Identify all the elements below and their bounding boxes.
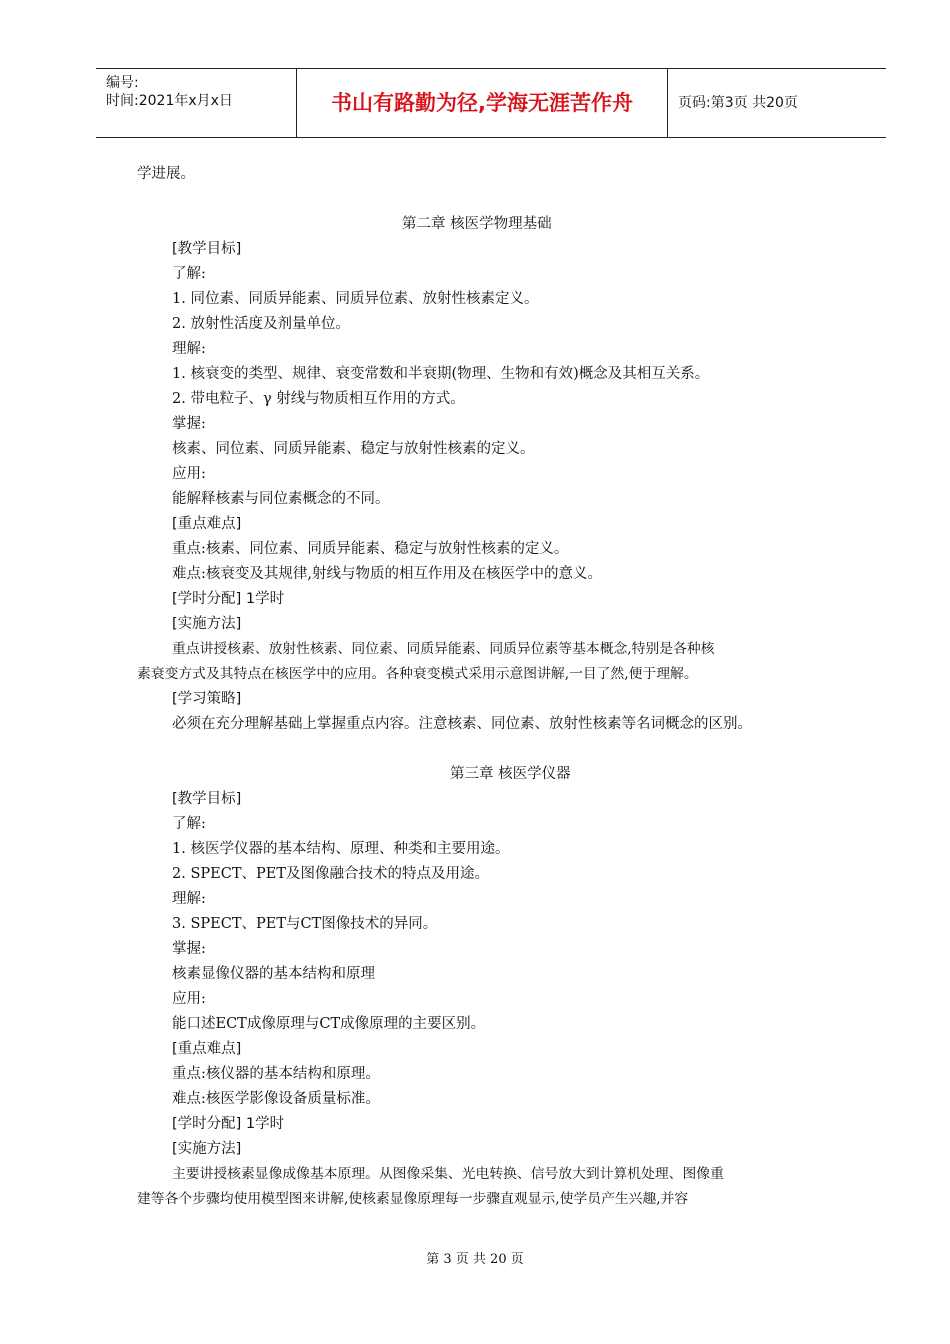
section-heading: [重点难点]	[172, 1041, 242, 1057]
page-number-footer: 第 3 页 共 20 页	[426, 1252, 524, 1267]
body-text-line: 重点讲授核素、放射性核素、同位素、同质异能素、同质异位素等基本概念,特别是各种核	[172, 641, 715, 657]
section-heading: [学习策略]	[172, 691, 242, 707]
body-text-line: 核素显像仪器的基本结构和原理	[172, 966, 375, 982]
header-page-info: 页码:第3页 共20页	[678, 95, 798, 111]
body-text-line: 核素、同位素、同质异能素、稳定与放射性核素的定义。	[172, 441, 535, 457]
subsection-label: 应用:	[172, 991, 206, 1007]
section-heading: [教学目标]	[172, 791, 242, 807]
body-text-line: 难点:核衰变及其规律,射线与物质的相互作用及在核医学中的意义。	[172, 566, 602, 582]
list-item: 1. 核衰变的类型、规律、衰变常数和半衰期(物理、生物和有效)概念及其相互关系。	[172, 366, 710, 382]
section-heading: [实施方法]	[172, 616, 242, 632]
list-item: 2. SPECT、PET及图像融合技术的特点及用途。	[172, 866, 489, 882]
subsection-label: 了解:	[172, 266, 206, 282]
chapter-heading: 第三章 核医学仪器	[450, 766, 571, 782]
subsection-label: 了解:	[172, 816, 206, 832]
body-text-line: 能解释核素与同位素概念的不同。	[172, 491, 390, 507]
section-heading: [重点难点]	[172, 516, 242, 532]
subsection-label: 掌握:	[172, 416, 206, 432]
body-text-line: 主要讲授核素显像成像基本原理。从图像采集、光电转换、信号放大到计算机处理、图像重	[172, 1166, 724, 1182]
body-text-line: 建等各个步骤均使用模型图来讲解,使核素显像原理每一步骤直观显示,使学员产生兴趣,并容	[137, 1191, 689, 1207]
list-item: 2. 放射性活度及剂量单位。	[172, 316, 350, 332]
body-text-line: 能口述ECT成像原理与CT成像原理的主要区别。	[172, 1016, 486, 1032]
section-heading: [学时分配] 1学时	[172, 591, 285, 607]
subsection-label: 理解:	[172, 341, 206, 357]
list-item: 1. 同位素、同质异能素、同质异位素、放射性核素定义。	[172, 291, 539, 307]
list-item: 2. 带电粒子、γ 射线与物质相互作用的方式。	[172, 391, 465, 407]
chapter-heading: 第二章 核医学物理基础	[402, 216, 552, 232]
list-item: 3. SPECT、PET与CT图像技术的异同。	[172, 916, 438, 932]
section-heading: [学时分配] 1学时	[172, 1116, 285, 1132]
list-item: 1. 核医学仪器的基本结构、原理、种类和主要用途。	[172, 841, 510, 857]
body-text-line: 难点:核医学影像设备质量标准。	[172, 1091, 380, 1107]
body-text-line: 必须在充分理解基础上掌握重点内容。注意核素、同位素、放射性核素等名词概念的区别。	[172, 716, 752, 732]
section-heading: [实施方法]	[172, 1141, 242, 1157]
body-text-line: 学进展。	[137, 166, 195, 182]
subsection-label: 应用:	[172, 466, 206, 482]
subsection-label: 理解:	[172, 891, 206, 907]
document-number-label: 编号:	[106, 75, 139, 91]
section-heading: [教学目标]	[172, 241, 242, 257]
header-slogan: 书山有路勤为径,学海无涯苦作舟	[296, 69, 668, 137]
body-text-line: 重点:核仪器的基本结构和原理。	[172, 1066, 380, 1082]
subsection-label: 掌握:	[172, 941, 206, 957]
document-time-label: 时间:2021年x月x日	[106, 93, 233, 109]
body-text-line: 重点:核素、同位素、同质异能素、稳定与放射性核素的定义。	[172, 541, 569, 557]
body-text-line: 素衰变方式及其特点在核医学中的应用。各种衰变模式采用示意图讲解,一目了然,便于理解。	[137, 666, 698, 682]
